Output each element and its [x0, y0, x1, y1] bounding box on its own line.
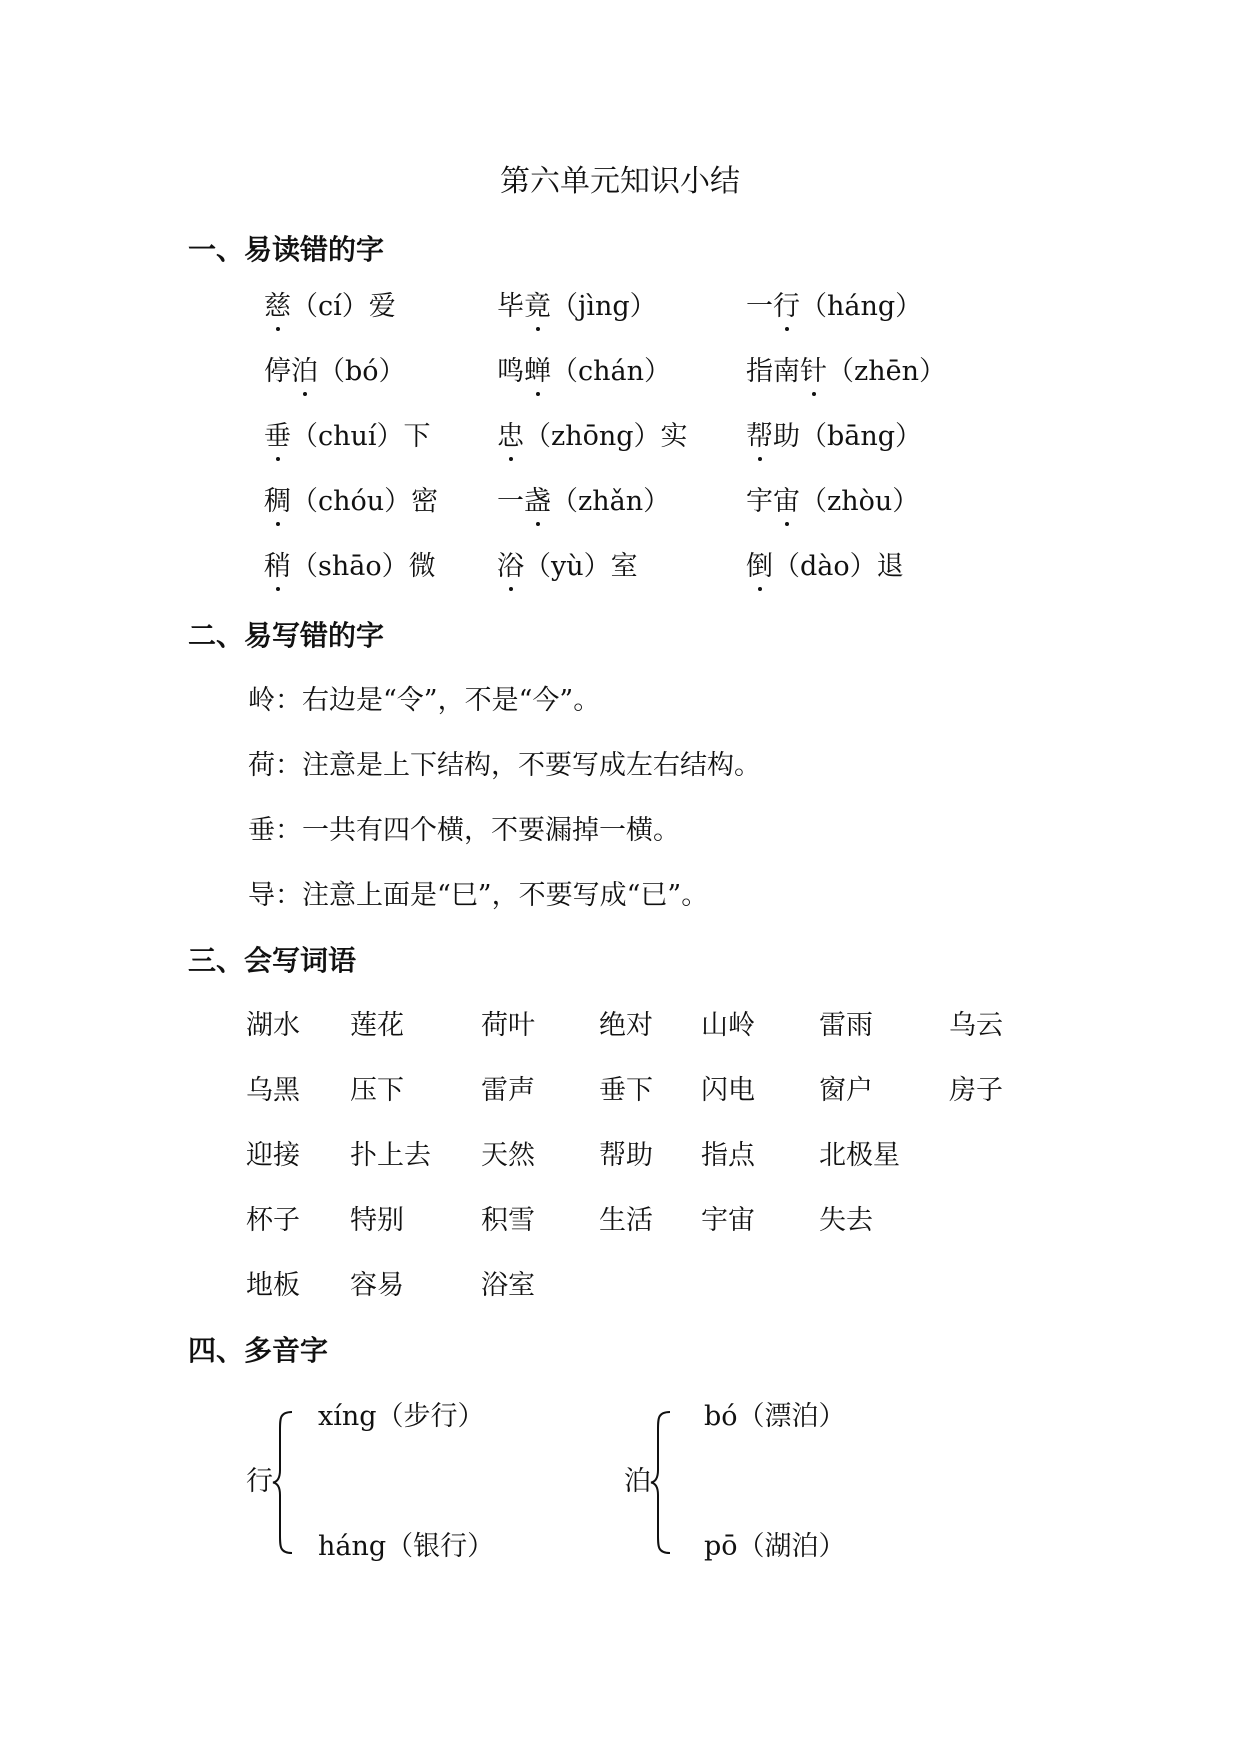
vocabulary-word: 闪电	[701, 1075, 755, 1106]
word-suffix: （bó）	[318, 356, 406, 387]
word-suffix: （zhǎn）	[551, 486, 671, 517]
vocabulary-word: 扑上去	[350, 1140, 431, 1171]
vocabulary-word: 容易	[350, 1270, 404, 1301]
misread-word	[497, 287, 657, 327]
word-prefix: 一	[746, 291, 773, 322]
miswritten-note: 导：注意上面是“巳”，不要写成“已”。	[248, 880, 709, 911]
brace-icon	[650, 1410, 672, 1555]
vocabulary-word: 乌黑	[246, 1075, 300, 1106]
word-suffix: （jìng）	[551, 291, 657, 322]
misread-word	[264, 417, 431, 457]
word-suffix: （zhōng）实	[524, 421, 688, 452]
emphasized-character: 行	[773, 287, 800, 327]
vocabulary-word: 绝对	[599, 1010, 653, 1041]
miswritten-note: 垂：一共有四个横，不要漏掉一横。	[248, 815, 680, 846]
vocabulary-word: 迎接	[246, 1140, 300, 1171]
emphasized-character: 针	[800, 352, 827, 392]
misread-word	[264, 287, 396, 327]
word-prefix: 鸣	[497, 356, 524, 387]
vocabulary-word: 雷声	[481, 1075, 535, 1106]
vocabulary-word: 压下	[350, 1075, 404, 1106]
misread-word	[746, 482, 919, 522]
word-prefix: 毕	[497, 291, 524, 322]
word-suffix: （shāo）微	[291, 551, 436, 582]
word-suffix: （dào）退	[773, 551, 904, 582]
vocabulary-word: 浴室	[481, 1270, 535, 1301]
word-prefix: 一	[497, 486, 524, 517]
misread-word	[264, 352, 406, 392]
polyphonic-character: 行	[246, 1466, 273, 1497]
vocabulary-word: 荷叶	[481, 1010, 535, 1041]
page-title: 第六单元知识小结	[500, 164, 740, 199]
misread-word	[497, 417, 688, 457]
misread-word	[497, 482, 670, 522]
polyphonic-character: 泊	[624, 1466, 651, 1497]
vocabulary-word: 垂下	[599, 1075, 653, 1106]
emphasized-character: 慈	[264, 287, 291, 327]
polyphonic-reading-top: bó（漂泊）	[704, 1401, 846, 1432]
section-heading-vocabulary: 三、会写词语	[188, 944, 357, 977]
vocabulary-word: 北极星	[819, 1140, 900, 1171]
vocabulary-word: 杯子	[246, 1205, 300, 1236]
emphasized-character: 倒	[746, 547, 773, 587]
misread-word	[264, 482, 438, 522]
emphasized-character: 蝉	[524, 352, 551, 392]
word-suffix: （chuí）下	[291, 421, 431, 452]
misread-word	[264, 547, 436, 587]
vocabulary-word: 房子	[949, 1075, 1003, 1106]
vocabulary-word: 失去	[819, 1205, 873, 1236]
section-heading-misread: 一、易读错的字	[188, 233, 385, 266]
misread-word	[497, 547, 638, 587]
misread-word	[746, 547, 904, 587]
vocabulary-word: 帮助	[599, 1140, 653, 1171]
polyphonic-reading-top: xíng（步行）	[318, 1401, 485, 1432]
word-suffix: （chóu）密	[291, 486, 439, 517]
emphasized-character: 稍	[264, 547, 291, 587]
emphasized-character: 泊	[291, 352, 318, 392]
vocabulary-word: 雷雨	[819, 1010, 873, 1041]
vocabulary-word: 积雪	[481, 1205, 535, 1236]
miswritten-note: 荷：注意是上下结构，不要写成左右结构。	[248, 750, 761, 781]
emphasized-character: 忠	[497, 417, 524, 457]
misread-word	[746, 352, 946, 392]
word-suffix: （zhòu）	[800, 486, 920, 517]
miswritten-note: 岭：右边是“令”，不是“今”。	[248, 685, 601, 716]
emphasized-character: 宙	[773, 482, 800, 522]
vocabulary-word: 乌云	[949, 1010, 1003, 1041]
vocabulary-word: 生活	[599, 1205, 653, 1236]
emphasized-character: 竟	[524, 287, 551, 327]
section-heading-polyphonic: 四、多音字	[188, 1334, 329, 1367]
emphasized-character: 浴	[497, 547, 524, 587]
polyphonic-reading-bottom: háng（银行）	[318, 1531, 495, 1562]
emphasized-character: 稠	[264, 482, 291, 522]
misread-word	[746, 417, 922, 457]
vocabulary-word: 特别	[350, 1205, 404, 1236]
vocabulary-word: 指点	[701, 1140, 755, 1171]
vocabulary-word: 窗户	[819, 1075, 873, 1106]
misread-word	[746, 287, 922, 327]
polyphonic-reading-bottom: pō（湖泊）	[704, 1531, 846, 1562]
vocabulary-word: 湖水	[246, 1010, 300, 1041]
word-suffix: （chán）	[551, 356, 671, 387]
vocabulary-word: 莲花	[350, 1010, 404, 1041]
emphasized-character: 盏	[524, 482, 551, 522]
vocabulary-word: 地板	[246, 1270, 300, 1301]
word-prefix: 指南	[746, 356, 800, 387]
word-prefix: 停	[264, 356, 291, 387]
misread-word	[497, 352, 671, 392]
section-heading-miswritten: 二、易写错的字	[188, 619, 385, 652]
vocabulary-word: 山岭	[701, 1010, 755, 1041]
word-suffix: （háng）	[800, 291, 923, 322]
word-suffix: （yù）室	[524, 551, 638, 582]
word-suffix: （zhēn）	[827, 356, 946, 387]
vocabulary-word: 天然	[481, 1140, 535, 1171]
vocabulary-word: 宇宙	[701, 1205, 755, 1236]
emphasized-character: 帮	[746, 417, 773, 457]
brace-icon	[272, 1410, 294, 1555]
word-prefix: 宇	[746, 486, 773, 517]
emphasized-character: 垂	[264, 417, 291, 457]
word-suffix: （cí）爱	[291, 291, 396, 322]
word-suffix: 助（bāng）	[773, 421, 923, 452]
